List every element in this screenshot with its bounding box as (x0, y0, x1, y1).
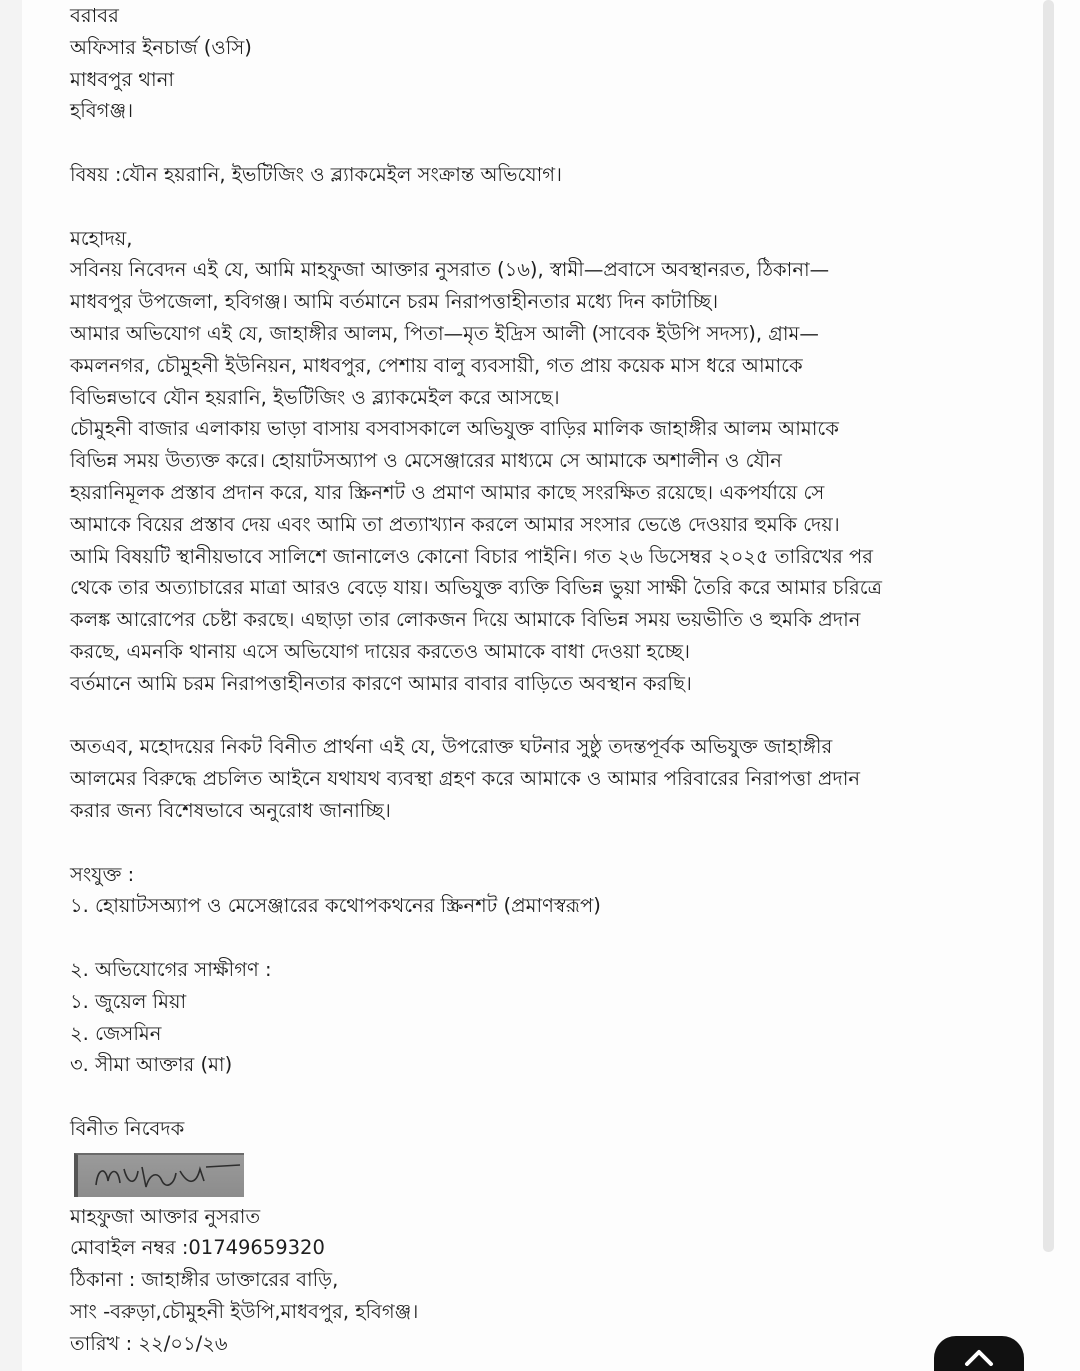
recipient-line: বরাবর (70, 4, 119, 27)
body-line: বিভিন্নভাবে যৌন হয়রানি, ইভটিজিং ও ব্ল্যাকমেইল করে আসছে। (70, 385, 560, 409)
body-line: কমলনগর, চৌমুহনী ইউনিয়ন, মাধবপুর, পেশায় বালু ব্যবসায়ী, গত প্রায় কয়েক মাস ধরে আমাকে (70, 353, 803, 377)
signature-image (74, 1153, 244, 1197)
sender-block (70, 1201, 1035, 1360)
page-margin (0, 0, 22, 1371)
witness-item: ১. জুয়েল মিয়া (70, 989, 187, 1013)
scroll-to-top-button[interactable] (934, 1336, 1024, 1371)
witness-item: ৩. সীমা আক্তার (মা) (70, 1053, 233, 1077)
sender-name: মাহফুজা আক্তার নুসরাত (70, 1204, 261, 1228)
vertical-scrollbar[interactable] (1043, 0, 1054, 1252)
handwritten-signature (78, 1155, 244, 1197)
attachments-block (70, 859, 1035, 1082)
attachment-item: ১. হোয়াটসঅ্যাপ ও মেসেঞ্জারের কথোপকথনের স্ক্রিনশট (প্রমাণস্বরূপ) (70, 894, 601, 918)
recipient-line: মাধবপুর থানা (70, 67, 175, 91)
body-line: আমার অভিযোগ এই যে, জাহাঙ্গীর আলম, পিতা—মৃত ইদ্রিস আলী (সাবেক ইউপি সদস্য), গ্রাম— (70, 321, 819, 345)
witness-item: ২. জেসমিন (70, 1021, 162, 1045)
prayer-line: করার জন্য বিশেষভাবে অনুরোধ জানাচ্ছি। (70, 798, 391, 822)
recipient-line: হবিগঞ্জ। (70, 99, 134, 123)
prayer-line: অতএব, মহোদয়ের নিকট বিনীত প্রার্থনা এই যে, উপরোক্ত ঘটনার সুষ্ঠু তদন্তপূর্বক অভিযুক্ত জাহাঙ্গীর (70, 735, 833, 759)
witnesses-heading: ২. অভিযোগের সাক্ষীগণ : (70, 957, 272, 981)
letter-date: তারিখ : ২২/০১/২৬ (70, 1331, 228, 1355)
body-line: আমাকে বিয়ের প্রস্তাব দেয় এবং আমি তা প্রত্যাখ্যান করলে আমার সংসার ভেঙে দেওয়ার হুমকি দেয়। (70, 512, 840, 536)
subject-line: বিষয় :যৌন হয়রানি, ইভটিজিং ও ব্ল্যাকমেইল সংক্রান্ত অভিযোগ। (70, 162, 563, 186)
closing: বিনীত নিবেদক (70, 1116, 185, 1140)
sender-address: সাং -বরুড়া,চৌমুহনী ইউপি,মাধবপুর, হবিগঞ্জ। (70, 1300, 419, 1324)
body-line: কলঙ্ক আরোপের চেষ্টা করছে। এছাড়া তার লোকজন দিয়ে আমাকে বিভিন্ন সময় ভয়ভীতি ও হুমকি প্রদান (70, 608, 861, 632)
body-line: আমি বিষয়টি স্থানীয়ভাবে সালিশে জানালেও কোনো বিচার পাইনি। গত ২৬ ডিসেম্বর ২০২৫ তারিখের পর (70, 544, 874, 568)
body-line: মাধবপুর উপজেলা, হবিগঞ্জ। আমি বর্তমানে চরম নিরাপত্তাহীনতার মধ্যে দিন কাটাচ্ছি। (70, 290, 719, 314)
body-line: করছে, এমনকি থানায় এসে অভিযোগ দায়ের করতেও আমাকে বাধা দেওয়া হচ্ছে। (70, 639, 690, 663)
recipient-block (70, 0, 1035, 127)
sender-mobile: মোবাইল নম্বর :01749659320 (70, 1236, 325, 1260)
prayer-paragraph (70, 731, 1035, 826)
body-line: বর্তমানে আমি চরম নিরাপত্তাহীনতার কারণে আমার বাবার বাড়িতে অবস্থান করছি। (70, 671, 692, 695)
complaint-letter (70, 0, 1035, 1360)
salutation: মহোদয়, (70, 226, 133, 250)
body-line: চৌমুহনী বাজার এলাকায় ভাড়া বাসায় বসবাসকালে অভিযুক্ত বাড়ির মালিক জাহাঙ্গীর আলম আমাকে (70, 417, 839, 441)
body-line: সবিনয় নিবেদন এই যে, আমি মাহফুজা আক্তার নুসরাত (১৬), স্বামী—প্রবাসে অবস্থানরত, ঠিকানা— (70, 258, 830, 282)
chevron-up-icon (963, 1346, 995, 1366)
attachments-heading: সংযুক্ত : (70, 862, 135, 886)
body-line: বিভিন্ন সময় উত্যক্ত করে। হোয়াটসঅ্যাপ ও মেসেঞ্জারের মাধ্যমে সে আমাকে অশালীন ও যৌন (70, 449, 782, 473)
sender-address: ঠিকানা : জাহাঙ্গীর ডাক্তারের বাড়ি, (70, 1268, 339, 1292)
body-line: থেকে তার অত্যাচারের মাত্রা আরও বেড়ে যায়। অভিযুক্ত ব্যক্তি বিভিন্ন ভুয়া সাক্ষী তৈরি করে আমার চরিত্রে (70, 576, 882, 600)
body-line: হয়রানিমূলক প্রস্তাব প্রদান করে, যার স্ক্রিনশট ও প্রমাণ আমার কাছে সংরক্ষিত রয়েছে। একপর্যায়ে সে (70, 480, 825, 504)
recipient-line: অফিসার ইনচার্জ (ওসি) (70, 35, 252, 59)
prayer-line: আলমের বিরুদ্ধে প্রচলিত আইনে যথাযথ ব্যবস্থা গ্রহণ করে আমাকে ও আমার পরিবারের নিরাপত্তা প্রদান (70, 767, 860, 791)
body-paragraph (70, 254, 1035, 699)
